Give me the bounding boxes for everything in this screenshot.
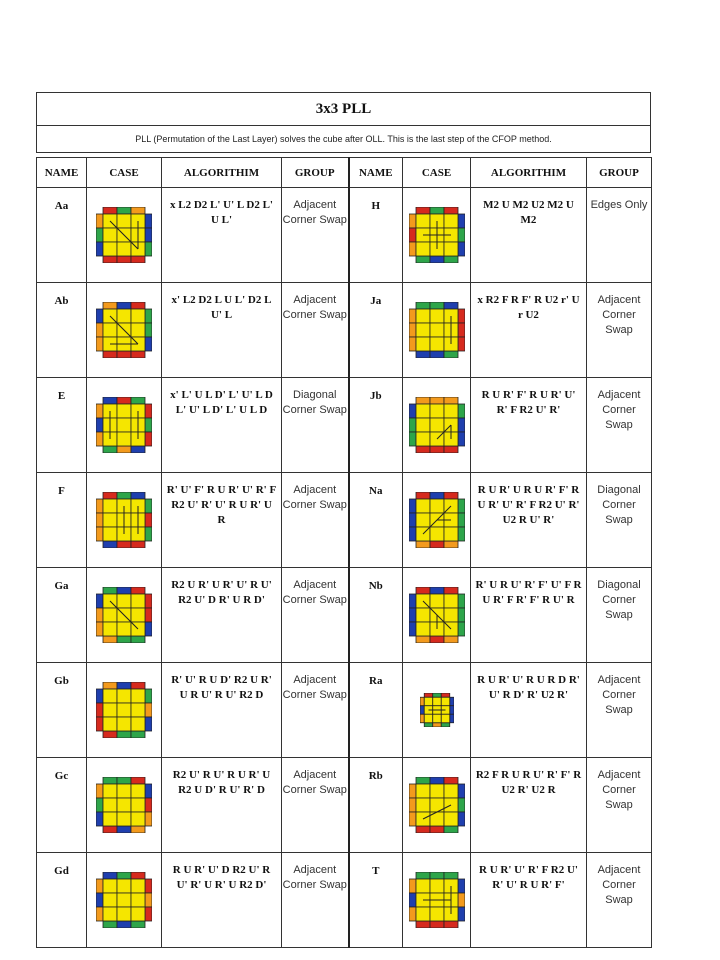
case-diagram-cell <box>87 758 162 853</box>
case-group: Adjacent Corner Swap <box>282 283 349 378</box>
case-group: Edges Only <box>587 188 652 283</box>
case-diagram-cell <box>87 283 162 378</box>
table-row <box>37 283 652 378</box>
case-group: Diagonal Corner Swap <box>587 568 652 663</box>
case-algorithm: R' U' R U D' R2 U R' U R U' R U' R2 D <box>162 663 282 758</box>
case-group: Diagonal Corner Swap <box>282 378 349 473</box>
case-algorithm: R U R' F' R U R' U' R' F R2 U' R' <box>471 378 587 473</box>
table-header-row <box>37 158 652 188</box>
pll-table <box>36 157 652 948</box>
case-name: Gc <box>37 758 87 853</box>
case-name: T <box>349 853 403 948</box>
case-group: Adjacent Corner Swap <box>282 568 349 663</box>
case-algorithm: R' U' F' R U R' U' R' F R2 U' R' U' R U R' U R <box>162 473 282 568</box>
case-group: Adjacent Corner Swap <box>587 758 652 853</box>
header-name: NAME <box>349 158 403 188</box>
case-name: F <box>37 473 87 568</box>
table-row <box>37 758 652 853</box>
table-row <box>37 568 652 663</box>
case-name: H <box>349 188 403 283</box>
sheet-description: PLL (Permutation of the Last Layer) solves the cube after OLL. This is the last step of the CFOP method. <box>36 126 651 153</box>
table-row <box>37 853 652 948</box>
header-case: CASE <box>403 158 471 188</box>
case-diagram-cell <box>87 568 162 663</box>
pll-rb-icon <box>409 777 465 833</box>
case-algorithm: R' U R U' R' F' U' F R U R' F R' F' R U' R <box>471 568 587 663</box>
header-algorithm: ALGORITHIM <box>162 158 282 188</box>
case-diagram-cell <box>403 188 471 283</box>
case-name: Nb <box>349 568 403 663</box>
case-group: Adjacent Corner Swap <box>282 473 349 568</box>
case-name: Jb <box>349 378 403 473</box>
pll-ra-icon <box>420 693 454 727</box>
pll-sheet <box>36 92 651 906</box>
header-name: NAME <box>37 158 87 188</box>
pll-ab-icon <box>96 302 152 358</box>
table-row <box>37 378 652 473</box>
header-group: GROUP <box>282 158 349 188</box>
table-row <box>37 473 652 568</box>
case-algorithm: x R2 F R F' R U2 r' U r U2 <box>471 283 587 378</box>
case-diagram-cell <box>403 283 471 378</box>
case-diagram-cell <box>87 473 162 568</box>
case-name: Ra <box>349 663 403 758</box>
case-diagram-cell <box>403 568 471 663</box>
table-row <box>37 663 652 758</box>
sheet-title: 3x3 PLL <box>36 92 651 126</box>
pll-ga-icon <box>96 587 152 643</box>
pll-gc-icon <box>96 777 152 833</box>
case-name: Ab <box>37 283 87 378</box>
case-name: Gd <box>37 853 87 948</box>
case-diagram-cell <box>87 853 162 948</box>
case-diagram-cell <box>403 378 471 473</box>
case-algorithm: R U R' U' D R2 U' R U' R' U R' U R2 D' <box>162 853 282 948</box>
case-diagram-cell <box>87 188 162 283</box>
pll-na-icon <box>409 492 465 548</box>
case-group: Adjacent Corner Swap <box>587 378 652 473</box>
case-algorithm: R2 F R U R U' R' F' R U2 R' U2 R <box>471 758 587 853</box>
header-case: CASE <box>87 158 162 188</box>
pll-t-icon <box>409 872 465 928</box>
table-row <box>37 188 652 283</box>
case-algorithm: x' L2 D2 L U L' D2 L U' L <box>162 283 282 378</box>
header-group: GROUP <box>587 158 652 188</box>
case-group: Adjacent Corner Swap <box>587 853 652 948</box>
case-name: Aa <box>37 188 87 283</box>
case-name: Na <box>349 473 403 568</box>
case-group: Diagonal Corner Swap <box>587 473 652 568</box>
pll-aa-icon <box>96 207 152 263</box>
header-algorithm: ALGORITHIM <box>471 158 587 188</box>
pll-h-icon <box>409 207 465 263</box>
case-diagram-cell <box>403 473 471 568</box>
pll-jb-icon <box>409 397 465 453</box>
case-algorithm: x' L' U L D' L' U' L D L' U' L D' L' U L D <box>162 378 282 473</box>
case-diagram-cell <box>403 663 471 758</box>
case-group: Adjacent Corner Swap <box>282 853 349 948</box>
case-diagram-cell <box>403 853 471 948</box>
case-algorithm: M2 U M2 U2 M2 U M2 <box>471 188 587 283</box>
case-diagram-cell <box>87 663 162 758</box>
case-name: E <box>37 378 87 473</box>
case-name: Ga <box>37 568 87 663</box>
pll-e-icon <box>96 397 152 453</box>
pll-f-icon <box>96 492 152 548</box>
pll-nb-icon <box>409 587 465 643</box>
case-name: Gb <box>37 663 87 758</box>
case-algorithm: x L2 D2 L' U' L D2 L' U L' <box>162 188 282 283</box>
case-diagram-cell <box>87 378 162 473</box>
case-name: Rb <box>349 758 403 853</box>
pll-ja-icon <box>409 302 465 358</box>
case-algorithm: R U R' U' R' F R2 U' R' U' R U R' F' <box>471 853 587 948</box>
case-group: Adjacent Corner Swap <box>282 663 349 758</box>
case-name: Ja <box>349 283 403 378</box>
case-group: Adjacent Corner Swap <box>587 663 652 758</box>
case-algorithm: R U R' U' R U R D R' U' R D' R' U2 R' <box>471 663 587 758</box>
case-diagram-cell <box>403 758 471 853</box>
case-algorithm: R2 U R' U R' U' R U' R2 U' D R' U R D' <box>162 568 282 663</box>
pll-gb-icon <box>96 682 152 738</box>
case-algorithm: R U R' U R U R' F' R U R' U' R' F R2 U' R' U2 R U' R' <box>471 473 587 568</box>
pll-gd-icon <box>96 872 152 928</box>
case-group: Adjacent Corner Swap <box>282 188 349 283</box>
case-group: Adjacent Corner Swap <box>587 283 652 378</box>
case-algorithm: R2 U' R U' R U R' U R2 U D' R U' R' D <box>162 758 282 853</box>
case-group: Adjacent Corner Swap <box>282 758 349 853</box>
